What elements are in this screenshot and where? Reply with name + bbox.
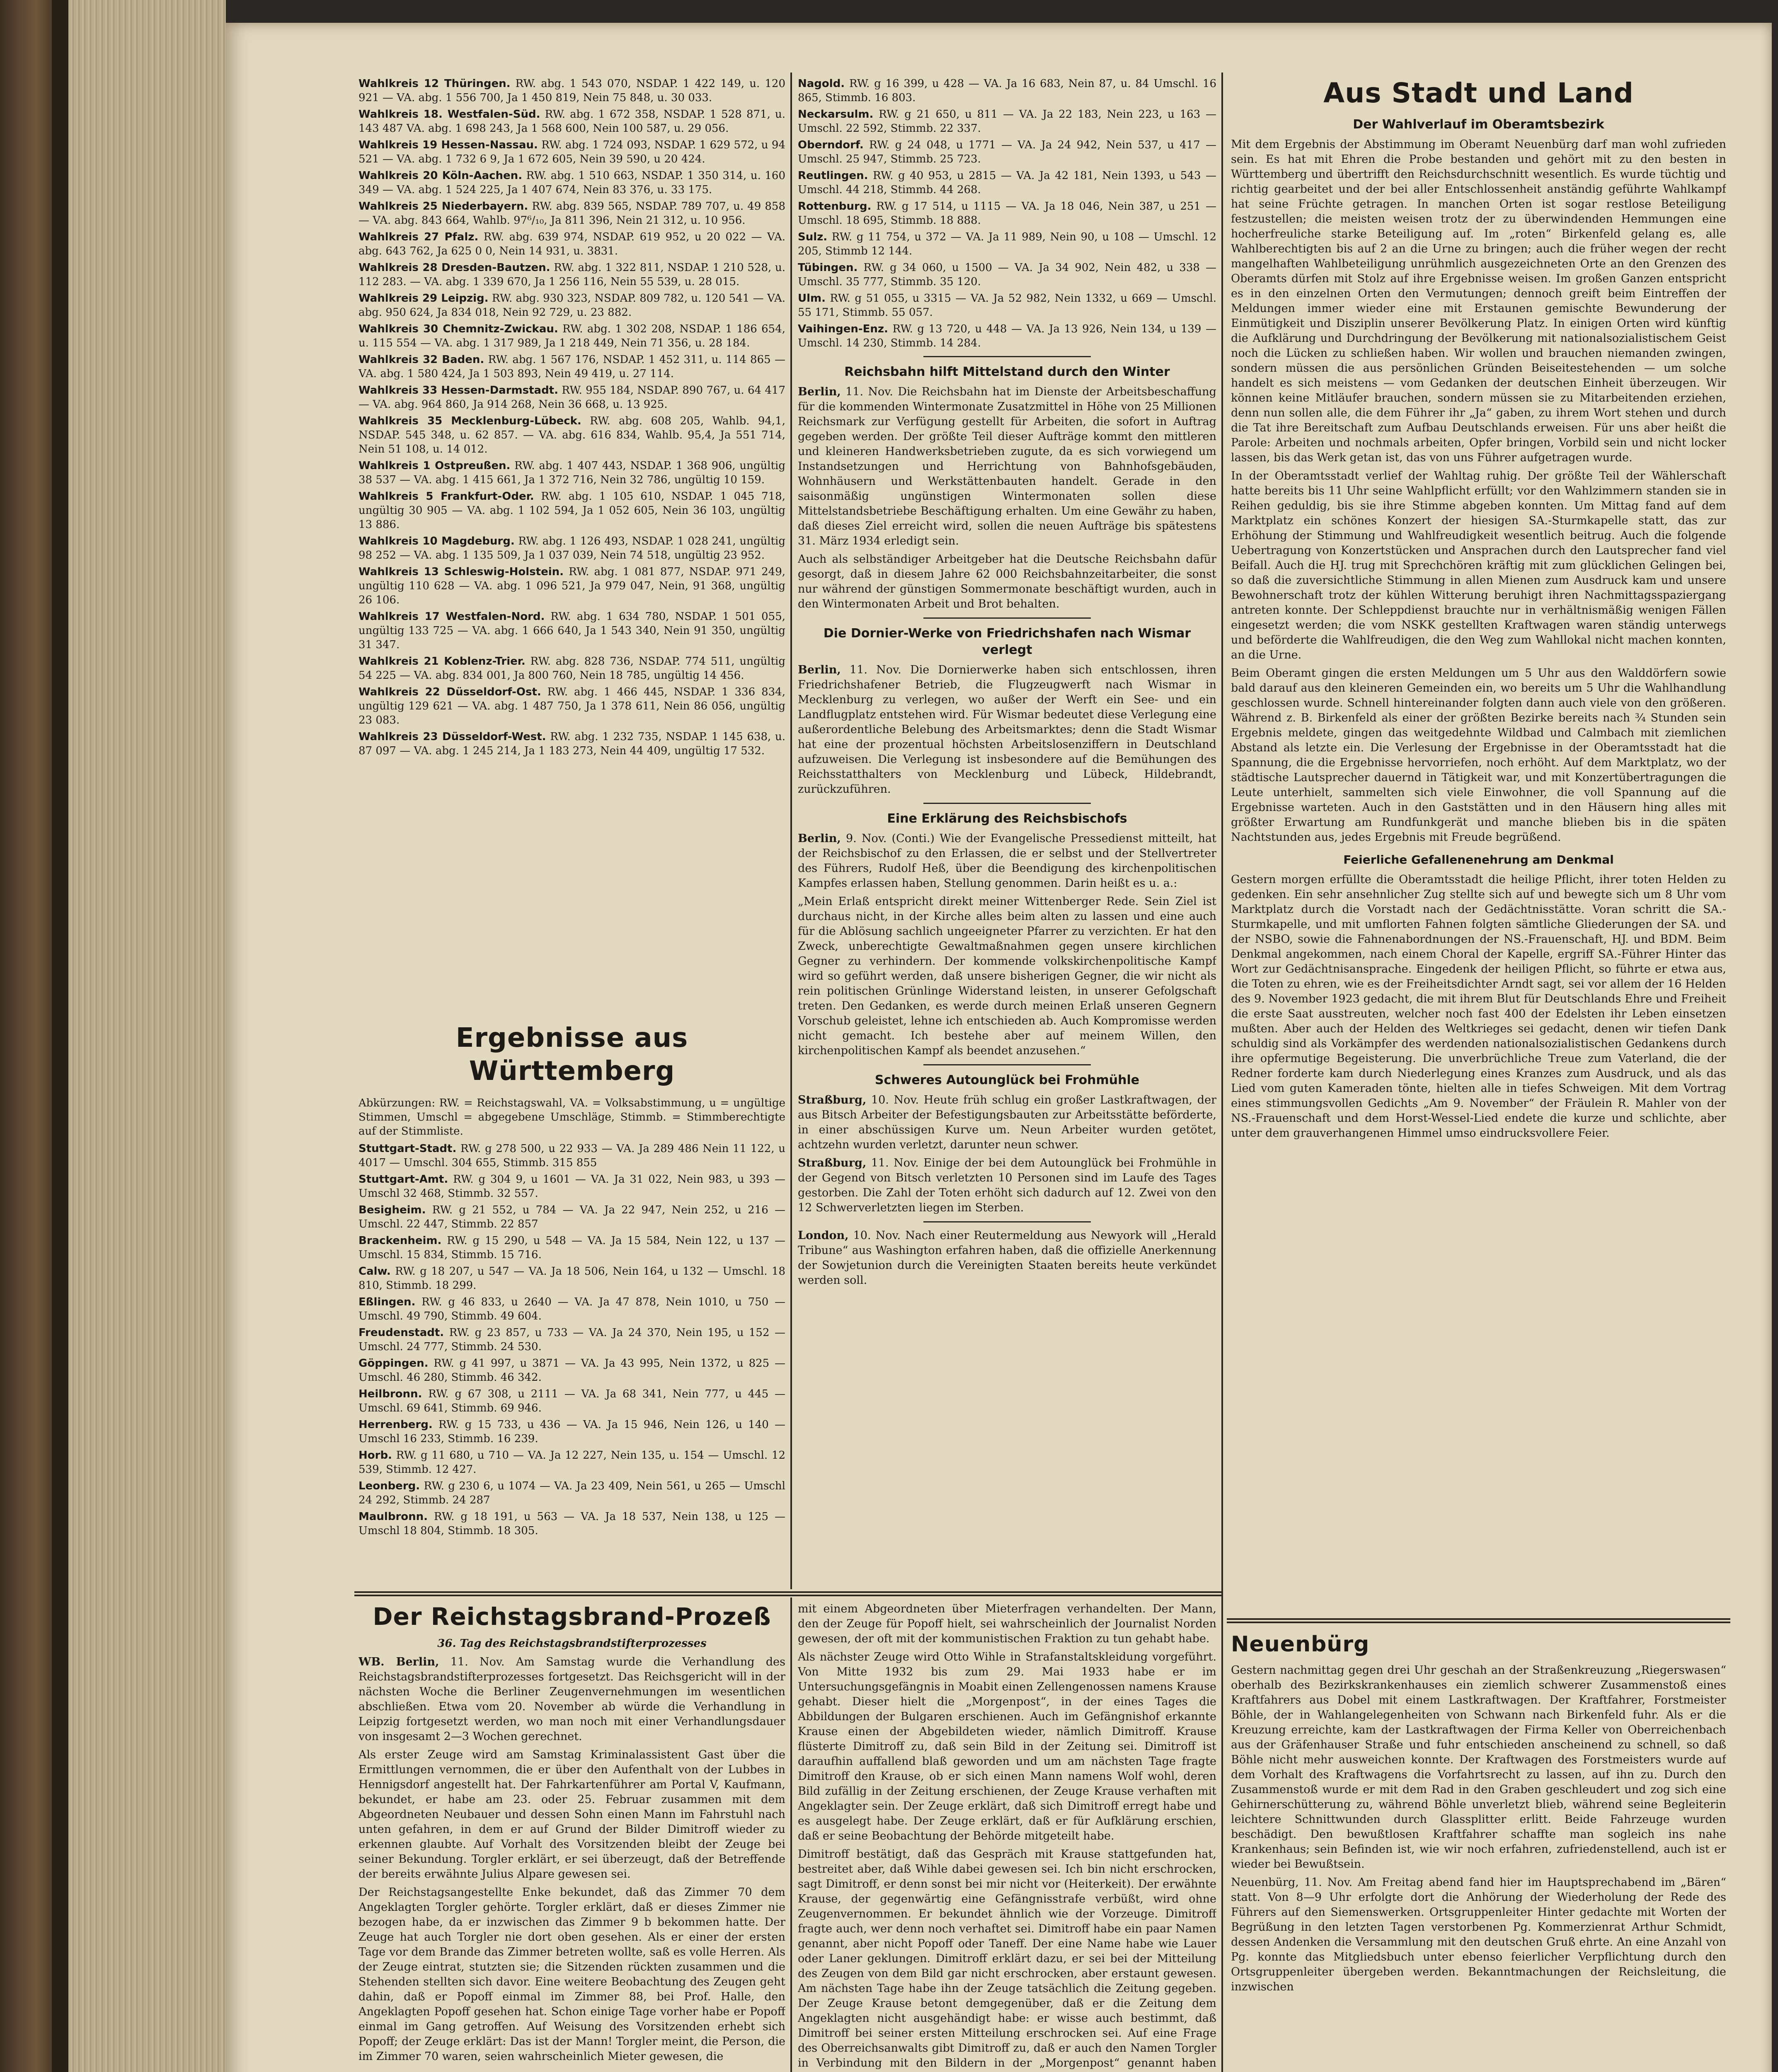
wk-entry [359, 322, 785, 350]
wue-entry-head: Leonberg. [359, 1480, 420, 1492]
wk-entry [359, 534, 785, 562]
neuenbuerg-section [1231, 1631, 1726, 2072]
wk-entry [359, 291, 785, 320]
bischof-para-2: „Mein Erlaß entspricht direkt meiner Wittenberger Rede. Sein Ziel ist durchaus nicht, in der Kirche alles beim alten zu lassen und eine auch für die Ablösung sachlich ungeeigneter Pfarrer zu verzichten. Er hat den Zweck, unberechtigte Gewaltmaßnahmen gegen unsere kirchlichen Gegner zu verhindern. Der kommende volkskirchenpolitische Kampf wird so geführt werden, daß unsere bisherigen Gegner, die wir nicht als rein politischen Grünlinge Widerstand leisten, in unserer Gefolgschaft treten. Den Gedanken, es werde durch meinen Erlaß unseren Gegnern Vorschub geleistet, lehne ich entschieden ab. Auch Kompromisse werden nicht gemacht. Ich bestehe aber auf meinem Willen, den kirchenpolitischen Kampf als beendet anzusehen.“ [798, 895, 1216, 1057]
wue-entry-head: Stuttgart-Stadt. [359, 1143, 457, 1155]
wk-entry-head: Wahlkreis 21 Koblenz-Trier. [359, 655, 526, 668]
mid-entry-head: Ulm. [798, 292, 826, 305]
wue-entry-head: Freudenstadt. [359, 1326, 444, 1339]
section-rule [923, 803, 1091, 804]
wue-entry-body: RW. g 230 6, u 1074 — VA. Ja 23 409, Nein 561, u 265 — Umschl 24 292, Stimmb. 24 287 [359, 1480, 785, 1506]
mid-entry [798, 230, 1216, 258]
wk-entry-body: RW. abg. 1 126 493, NSDAP. 1 028 241, ungültig 98 252 — VA. abg. 1 135 509, Ja 1 037 039, Nein 74 518, ungültig 23 952. [359, 535, 785, 562]
mid-entry-body: RW. g 16 399, u 428 — VA. Ja 16 683, Nein 87, u. 84 Umschl. 16 865, Stimmb. 16 803. [798, 77, 1216, 104]
autounglueck-para: Straßburg, 11. Nov. Einige der bei dem Autounglück bei Frohmühle in der Gegend von Bitsch verletzten 10 Personen sind im Laufe des Tages gestorben. Die Zahl der Toten erhöht sich dadurch auf 12. Zwei von den 12 Schwerverletzten liegen im Sterben. [798, 1157, 1216, 1214]
wk-entry-head: Wahlkreis 18. Westfalen-Süd. [359, 108, 540, 121]
wk-entry-head: Wahlkreis 5 Frankfurt-Oder. [359, 490, 534, 503]
mid-entry [798, 199, 1216, 228]
reichsbahn-headline: Reichsbahn hilft Mittelstand durch den Winter [844, 365, 1170, 379]
wk-entry-head: Wahlkreis 23 Düsseldorf-West. [359, 731, 546, 743]
mid-entry-body: RW. g 17 514, u 1115 — VA. Ja 18 046, Nein 387, u 251 — Umschl. 18 695, Stimmb. 18 888. [798, 200, 1216, 227]
wk-entry-body: RW. abg. 1 672 358, NSDAP. 1 528 871, u. 143 487 VA. abg. 1 698 243, Ja 1 568 600, Nein 100 587, u. 29 056. [359, 108, 785, 135]
wue-entry-head: Herrenberg. [359, 1418, 433, 1431]
autounglueck-para: London, 10. Nov. Nach einer Reutermeldung aus Newyork will „Herald Tribune“ aus Washington erfahren haben, daß die offizielle Anerkennung der Sowjetunion durch die Vereinigten Staaten bereits heute verkündet werden soll. [798, 1229, 1216, 1287]
wue-entry-head: Besigheim. [359, 1204, 426, 1216]
wuerttemberg-list [359, 1142, 785, 1538]
stadtland-para-3: Beim Oberamt gingen die ersten Meldungen um 5 Uhr aus den Walddörfern sowie bald darauf aus den kleineren Gemeinden ein, wo bereits um 5 Uhr die Wahlhandlung geschlossen wurde. Schnell hintereinander folgten dann auch viele von den größeren. Während z. B. Birkenfeld als einer der größten Bezirke bereits nach ¾ Stunden sein Ergebnis meldete, gingen das weitgedehnte Wildbad und Calmbach mit ziemlichen Abstand als letzte ein. Die Verlesung der Ergebnisse in der Oberamtsstadt hat die Spannung, die die Ergebnisse hervorriefen, noch erhöht. Auf dem Marktplatz, wo der städtische Lautsprecher dauernd in Tätigkeit war, und mit Konzertübertragungen die Leute unterhielt, sammelten sich viele Einwohner, die voll Spannung auf die Ergebnisse warteten. Auch in den Gaststätten und in den Häusern hing alles mit größter Erwartung am Rundfunkgerät und manche blieben bis in die späten Nachtstunden aus, jedes Ergebnis mit Freude begrüßend. [1231, 667, 1726, 844]
wue-entry [359, 1356, 785, 1385]
prozess-column-2 [798, 1602, 1216, 2072]
denkmal-headline: Feierliche Gefallenenehrung am Denkmal [1343, 853, 1614, 867]
wue-entry [359, 1264, 785, 1293]
wk-entry [359, 77, 785, 105]
wk-entry [359, 565, 785, 607]
wk-entry [359, 353, 785, 381]
wk-entry-body: RW. abg. 1 510 663, NSDAP. 1 350 314, u. 160 349 — VA. abg. 1 524 225, Ja 1 407 674, Nein 83 376, u. 33 175. [359, 169, 785, 196]
mid-entry-head: Reutlingen. [798, 169, 868, 182]
wue-entry-body: RW. g 46 833, u 2640 — VA. Ja 47 878, Nein 1010, u 750 — Umschl. 49 790, Stimmb. 49 604. [359, 1296, 785, 1322]
wk-entry-head: Wahlkreis 29 Leipzig. [359, 292, 489, 305]
wk-entry [359, 138, 785, 166]
mid-entry [798, 77, 1216, 105]
wue-entry-head: Eßlingen. [359, 1296, 416, 1308]
wk-entry-head: Wahlkreis 13 Schleswig-Holstein. [359, 566, 564, 578]
prozess-col2-para-1: mit einem Abgeordneten über Mieterfragen verhandelten. Der Mann, den der Zeuge für Popoff hielt, sei wahrscheinlich der Journalist Norden gewesen, der oft mit der kommunistischen Fraktion zu tun gehabt habe. [798, 1602, 1216, 1645]
wk-entry-body: RW. abg. 1 302 208, NSDAP. 1 186 654, u. 115 554 — VA. abg. 1 317 989, Ja 1 218 449, Nein 71 356, u. 28 184. [359, 323, 785, 349]
book-binding [0, 0, 52, 2072]
wk-entry-body: RW. 955 184, NSDAP. 890 767, u. 64 417 — VA. abg. 964 860, Ja 914 268, Nein 36 668, u. 13 925. [359, 384, 785, 411]
prozess-col2-para-2: Als nächster Zeuge wird Otto Wihle in Strafanstaltskleidung vorgeführt. Von Mitte 1932 bis zum 29. Mai 1933 habe er im Untersuchungsgefängnis in Moabit einen Zellengenossen namens Krause gehabt. Dieser hielt die „Morgenpost“, in der eines Tages die Abbildungen der Bulgaren erschienen. Auch im Gefängnishof erkannte Krause einen der Abgebildeten wieder, nämlich Dimitroff. Krause flüsterte Dimitroff zu, daß sein Bild in der Zeitung sei. Dimitroff ist daraufhin auffallend blaß geworden und um am nächsten Tage fragte Dimitroff den Krause, ob er sich einen Mann namens Wolf wohl, deren Bild zufällig in der Zeitung erschienen, der Zeuge Krause verhaften mit Angeklagter sein. Der Zeuge erklärt, daß sich Dimitroff erregt habe und es ausgelegt habe. Der Zeuge erklärt, daß er für Aufklärung erschien, daß er seine Beobachtung der Behörde mitgeteilt habe. [798, 1651, 1216, 1842]
mid-entry-body: RW. g 11 754, u 372 — VA. Ja 11 989, Nein 90, u 108 — Umschl. 12 205, Stimmb 12 144. [798, 231, 1216, 257]
mid-entry [798, 138, 1216, 166]
mid-entry [798, 107, 1216, 136]
mid-entry-head: Oberndorf. [798, 139, 864, 151]
dornier-headline: Die Dornier-Werke von Friedrichshafen nach Wismar verlegt [823, 626, 1191, 657]
wk-entry-head: Wahlkreis 12 Thüringen. [359, 77, 511, 90]
bischof-para-1: Berlin, 9. Nov. (Conti.) Wie der Evangelische Pressedienst mitteilt, hat der Reichsbischof zu den Erlassen, die er selbst und der Stellvertreter des Führers, Rudolf Heß, über die Beendigung des kirchenpolitischen Kampfes erlassen haben, Stellung genommen. Darin heißt es u. a.: [798, 832, 1216, 890]
wk-entry-head: Wahlkreis 27 Pfalz. [359, 231, 479, 243]
mid-entry-head: Sulz. [798, 231, 828, 243]
wue-entry [359, 1203, 785, 1231]
mid-entry-body: RW. g 24 048, u 1771 — VA. Ja 24 942, Nein 537, u 417 — Umschl. 25 947, Stimmb. 25 723. [798, 139, 1216, 165]
section-rule-prozess [354, 1591, 1221, 1593]
wk-entry-body: RW. abg. 930 323, NSDAP. 809 782, u. 120 541 — VA. abg. 950 624, Ja 834 018, Nein 92 729, u. 23 882. [359, 292, 785, 319]
wk-entry-body: RW. abg. 1 407 443, NSDAP. 1 368 906, ungültig 38 537 — VA. abg. 1 415 661, Ja 1 372 716, Nein 32 786, ungültig 10 159. [359, 460, 785, 486]
wk-entry-body: RW. abg. 608 205, Wahlb. 94,1, NSDAP. 545 348, u. 62 857. — VA. abg. 616 834, Wahlb. 95,4, Ja 551 714, Nein 51 108, u. 14 012. [359, 415, 785, 455]
wk-entry [359, 489, 785, 532]
wk-entry [359, 383, 785, 411]
wue-entry-head: Stuttgart-Amt. [359, 1173, 448, 1186]
wk-entry-body: RW. abg. 1 466 445, NSDAP. 1 336 834, ungültig 129 621 — VA. abg. 1 487 750, Ja 1 378 611, Nein 86 056, ungültig 23 083. [359, 686, 785, 726]
reichsbahn-para-1: Berlin, 11. Nov. Die Reichsbahn hat im Dienste der Arbeitsbeschaffung für die kommenden Wintermonate Zusatzmittel in Höhe von 25 Millionen Reichsmark zur Verfügung gestellt für Arbeiten, die sofort in Auftrag gegeben werden. Der größte Teil dieser Aufträge kommt den mittleren und kleineren Handwerksbetrieben zugute, da es sich vorwiegend um Instandsetzungen und Herrichtung von Bahnhofsgebäuden, Wohnhäusern und Werkstättenbauten handelt. Gerade in den saisonmäßig ungünstigen Wintermonaten sollen diese Mittelstandsbetriebe Beschäftigung erhalten. Um eine Gewähr zu haben, daß dieses Ziel erreicht wird, sollen die neuen Aufträge bis spätestens 31. März 1934 erledigt sein. [798, 385, 1216, 547]
section-rule [923, 1221, 1091, 1222]
wk-entry-body: RW. abg. 1 543 070, NSDAP. 1 422 149, u. 120 921 — VA. abg. 1 556 700, Ja 1 450 819, Nein 75 848, u. 30 033. [359, 77, 785, 104]
wk-entry-head: Wahlkreis 32 Baden. [359, 353, 484, 366]
wk-entry-head: Wahlkreis 19 Hessen-Nassau. [359, 139, 538, 151]
wk-entry-head: Wahlkreis 28 Dresden-Bautzen. [359, 261, 550, 274]
wue-entry-head: Horb. [359, 1449, 392, 1462]
wue-entry-body: RW. g 41 997, u 3871 — VA. Ja 43 995, Nein 1372, u 825 — Umschl. 46 280, Stimmb. 46 342. [359, 1357, 785, 1384]
mid-entry-body: RW. g 34 060, u 1500 — VA. Ja 34 902, Nein 482, u 338 — Umschl. 35 777, Stimmb. 35 120. [798, 261, 1216, 288]
wue-entry-body: RW. g 304 9, u 1601 — VA. Ja 31 022, Nein 983, u 393 — Umschl 32 468, Stimmb. 32 557. [359, 1173, 785, 1200]
wue-entry-head: Brackenheim. [359, 1234, 442, 1247]
wue-entry-body: RW. g 21 552, u 784 — VA. Ja 22 947, Nein 252, u 216 — Umschl. 22 447, Stimmb. 22 857 [359, 1204, 785, 1230]
autounglueck-headline: Schweres Autounglück bei Frohmühle [874, 1073, 1140, 1087]
wk-entry-head: Wahlkreis 25 Niederbayern. [359, 200, 528, 213]
wk-entry-head: Wahlkreis 35 Mecklenburg-Lübeck. [359, 415, 581, 427]
wk-entry [359, 230, 785, 258]
stadtland-title: Aus Stadt und Land [1323, 77, 1634, 109]
section-rule-neuenbuerg-2 [1227, 1622, 1730, 1623]
wk-entry [359, 107, 785, 136]
wk-entry-head: Wahlkreis 20 Köln-Aachen. [359, 169, 523, 182]
column-rule [790, 73, 792, 1589]
wk-entry-head: Wahlkreis 1 Ostpreußen. [359, 460, 511, 472]
prozess-column-1 [359, 1602, 785, 2072]
wk-entry-body: RW. abg. 1 232 735, NSDAP. 1 145 638, u. 87 097 — VA. abg. 1 245 214, Ja 1 183 273, Nein 44 409, ungültig 17 532. [359, 731, 785, 757]
wue-entry-body: RW. g 278 500, u 22 933 — VA. Ja 289 486 Nein 11 122, u 4017 — Umschl. 304 655, Stimmb. 315 855 [359, 1143, 785, 1169]
wk-entry [359, 459, 785, 487]
prozess-subtitle: 36. Tag des Reichstagsbrandstifterprozesses [437, 1637, 707, 1650]
wk-entry-head: Wahlkreis 17 Westfalen-Nord. [359, 610, 545, 623]
mid-entry-body: RW. g 51 055, u 3315 — VA. Ja 52 982, Nein 1332, u 669 — Umschl. 55 171, Stimmb. 55 057. [798, 292, 1216, 319]
wue-entry-body: RW. g 15 290, u 548 — VA. Ja 15 584, Nein 122, u 137 — Umschl. 15 834, Stimmb. 15 716. [359, 1234, 785, 1261]
wk-entry-body: RW. abg. 828 736, NSDAP. 774 511, ungültig 54 225 — VA. abg. 834 001, Ja 800 760, Nein 18 785, ungültig 14 456. [359, 655, 785, 682]
wk-entry-body: RW. abg. 839 565, NSDAP. 789 707, u. 49 858 — VA. abg. 843 664, Wahlb. 97⁶/₁₀, Ja 811 396, Nein 21 312, u. 10 956. [359, 200, 785, 227]
wue-entry-body: RW. g 15 733, u 436 — VA. Ja 15 946, Nein 126, u 140 — Umschl 16 233, Stimmb. 16 239. [359, 1418, 785, 1445]
wk-entry [359, 169, 785, 197]
prozess-col2-para-3: Dimitroff bestätigt, daß das Gespräch mit Krause stattgefunden hat, bestreitet aber, daß Wihle dabei gewesen sei. Ich bin nicht erschrocken, sagt Dimitroff, er denn sonst bei mir nicht vor (Heiterkeit). Der erwähnte Krause, der gegenwärtig eine Gefängnisstrafe verbüßt, wird ohne Zeugenvernommen. Er bekundet ähnlich wie der Vorzeuge. Dimitroff fragte auch, wer denn noch verhaftet sei. Dimitroff habe ein paar Namen genannt, aber nicht Popoff oder Taneff. Der eine Name habe wie Lauer oder Laner geklungen. Dimitroff erklärt dazu, er sei bei der Mitteilung des Zeugen von dem Bild gar nicht erschrocken, aber erstaunt gewesen. Am nächsten Tage habe ihn der Zeuge tatsächlich die Zeitung gegeben. Der Zeuge Krause betont demgegenüber, daß er die Zeitung dem Angeklagten nicht ausgehändigt habe: er wisse auch bestimmt, daß Dimitroff bei seiner ersten Mitteilung erschrocken sei. Auf eine Frage des Oberreichsanwalts gibt Dimitroff zu, daß er auch den Namen Torgler in Verbindung mit den Bildern in der „Morgenpost“ genannt haben [798, 1848, 1216, 2070]
column-local-news [1231, 77, 1726, 1618]
prozess-para-2: Als erster Zeuge wird am Samstag Kriminalassistent Gast über die Ermittlungen vernommen, die er über den Aufenthalt von der Lubbes in Hennigsdorf angestellt hat. Der Fahrkartenführer am Portal V, Kaufmann, bekundet, er habe am 23. oder 25. Februar zusammen mit dem Abgeordneten Neubauer und dessen Sohn einen Mann im Fahrstuhl nach unten gefahren, in dem er auf Grund der Bilder Dimitroff wieder zu erkennen glaubte. Auf Vorhalt des Vorsitzenden bleibt der Zeuge bei seiner Bekundung. Torgler erklärt, er sei überzeugt, daß der Betreffende der bereits erwähnte Julius Alpare gewesen sei. [359, 1748, 785, 1881]
newspaper-page [226, 23, 1772, 2072]
section-rule [923, 1064, 1091, 1065]
wue-entry [359, 1326, 785, 1354]
stadtland-para-2: In der Oberamtsstadt verlief der Wahltag ruhig. Der größte Teil der Wählerschaft hatte bereits bis 11 Uhr seine Wahlpflicht erfüllt; vor den Wahlzimmern standen sie in Reihen geduldig, bis sie ihre Stimme abgeben konnten. Um Mittag fand auf dem Marktplatz ein schönes Konzert der hiesigen SA.-Sturmkapelle statt, das zur Erhöhung der Stimmung und Wahlfreudigkeit wesentlich beitrug. Auch die folgende Uebertragung von Konzertstücken und Ansprachen durch den Lautsprecher fand viel Beifall. Auch die HJ. trug mit Sprechchören kräftig mit zum glücklichen Gelingen bei, so daß die zuversichtliche Stimmung in allen Mienen zum Ausdruck kam und unsere Bewohnerschaft trotz der kühlen Witterung beruhigt ihren Nachmittagsspaziergang antreten konnte. Der Schleppdienst brauchte nur in verhältnismäßig wenigen Fällen eingesetzt werden; die vom NSKK gestellten Kraftwagen waren ständig unterwegs und beförderte die Wahlfreudigen, die den Weg zum Wahllokal nicht machen konnten, an die Urne. [1231, 470, 1726, 661]
dornier-text: Berlin, 11. Nov. Die Dornierwerke haben sich entschlossen, ihren Friedrichshafener Betrieb, die Flugzeugwerft nach Wismar in Mecklenburg zu verlegen, wo außer der Werft ein See- und ein Landflugplatz entstehen wird. Für Wismar bedeutet diese Verlegung eine außerordentliche Belebung des Arbeitsmarktes; denn die Stadt Wismar hat eine der prozentual höchsten Arbeitslosenziffern in Deutschland aufzuweisen. Die Verlegung ist insbesondere auf die Bemühungen des Reichsstatthalters von Mecklenburg und Lübeck, Hildebrandt, zurückzuführen. [798, 663, 1216, 796]
page-stack-edge [52, 0, 226, 2072]
wk-entry [359, 199, 785, 228]
wue-entry-head: Maulbronn. [359, 1510, 428, 1523]
wk-entry-body: RW. abg. 1 567 176, NSDAP. 1 452 311, u. 114 865 — VA. abg. 1 580 424, Ja 1 503 893, Nein 49 419, u. 27 114. [359, 353, 785, 380]
section-rule-neuenbuerg [1227, 1618, 1730, 1620]
mid-entry-head: Nagold. [798, 77, 845, 90]
mid-entry-body: RW. g 13 720, u 448 — VA. Ja 13 926, Nein 134, u 139 — Umschl. 14 230, Stimmb. 14 284. [798, 323, 1216, 349]
mid-entry-body: RW. g 40 953, u 2815 — VA. Ja 42 181, Nein 1393, u 543 — Umschl. 44 218, Stimmb. 44 268. [798, 169, 1216, 196]
middle-results-list [798, 77, 1216, 350]
wk-entry [359, 261, 785, 289]
gutter-shadow [52, 0, 68, 2072]
column-middle [798, 77, 1216, 1589]
wk-entry [359, 730, 785, 758]
mid-entry-body: RW. g 21 650, u 811 — VA. Ja 22 183, Nein 223, u 163 — Umschl. 22 592, Stimmb. 22 337. [798, 108, 1216, 135]
wue-entry-head: Calw. [359, 1265, 391, 1278]
prozess-title: Der Reichstagsbrand-Prozeß [373, 1602, 771, 1631]
wue-entry-body: RW. g 18 191, u 563 — VA. Ja 18 537, Nein 138, u 125 — Umschl 18 804, Stimmb. 18 305. [359, 1510, 785, 1537]
mid-entry-head: Vaihingen-Enz. [798, 323, 888, 335]
wk-entry [359, 654, 785, 683]
neuenbuerg-para-2: Neuenbürg, 11. Nov. Am Freitag abend fand hier im Hauptsprechabend im „Bären“ statt. Von 8—9 Uhr erfolgte dort die Anhörung der Wiederholung der Rede des Führers auf den Siemenswerken. Ortsgruppenleiter Hinter gedachte mit Worten der Begrüßung in den letzten Tagen verstorbenen Pg. Kommerzienrat Arthur Schmidt, dessen Andenken die Versammlung mit den deutschen Gruß ehrte. An eine Anzahl von Pg. konnte das Mitgliedsbuch unter ebenso feierlicher Verpflichtung durch den Ortsgruppenleiter übergeben werden. Bekanntmachungen der Reichsleitung, die inzwischen [1231, 1876, 1726, 1993]
wue-entry-body: RW. g 23 857, u 733 — VA. Ja 24 370, Nein 195, u 152 — Umschl. 24 777, Stimmb. 24 530. [359, 1326, 785, 1353]
wk-entry [359, 610, 785, 652]
neuenbuerg-para-1: Gestern nachmittag gegen drei Uhr geschah an der Straßenkreuzung „Riegerswasen“ oberhalb des Bezirkskrankenhauses ein ziemlich schwerer Zusammenstoß eines Kraftfahrers aus Dobel mit einem Lastkraftwagen. Der Kraftfahrer, Forstmeister Böhle, der in Wahlangelegenheiten von Schwann nach Birkenfeld fuhr. Als er die Kreuzung erreichte, kam der Lastkraftwagen der Firma Keller von Oberreichenbach aus der Gräfenhauser Straße und fuhr entschieden anscheinend zu schnell, so daß Böhle nicht mehr ausweichen konnte. Der Kraftwagen des Forstmeisters wurde auf dem Vorhalt des Kraftwagens die Vorfahrtsrecht zu lassen, auf ihn zu. Durch den Zusammenstoß wurde er mit dem Rad in den Graben geschleudert und zog sich eine Gehirnerschütterung zu, während Böhle unverletzt blieb, während seine Begleiterin leichtere Schnittwunden durch Glassplitter erlitt. Beide Fahrzeuge wurden beschädigt. Den bewußtlosen Kraftfahrer schaffte man sogleich ins nahe Krankenhaus; sein Befinden ist, wie wir noch erfahren, zufriedenstellend, auch ist er wieder bei Bewußtsein. [1231, 1664, 1726, 1871]
wue-entry [359, 1418, 785, 1446]
wue-entry [359, 1387, 785, 1415]
wk-entry [359, 414, 785, 456]
column-election-results [359, 77, 785, 1021]
mid-entry-head: Neckarsulm. [798, 108, 874, 121]
mid-entry [798, 322, 1216, 350]
wk-entry-head: Wahlkreis 22 Düsseldorf-Ost. [359, 686, 541, 698]
wue-entry [359, 1172, 785, 1201]
bischof-headline: Eine Erklärung des Reichsbischofs [887, 811, 1127, 826]
denkmal-text: Gestern morgen erfüllte die Oberamtsstadt die heilige Pflicht, ihrer toten Helden zu gedenken. Ein sehr ansehnlicher Zug stellte sich auf und bewegte sich um 8 Uhr vom Marktplatz durch die Vorstadt nach der Gedächtnisstätte. Voran schritt die SA.-Sturmkapelle, und mit umflorten Fahnen folgten sämtliche Gliederungen der SA. und der NSBO, sowie die Fahnenabordnungen der NS.-Frauenschaft, HJ. und BDM. Beim Denkmal angekommen, nach einem Choral der Kapelle, ergriff SA.-Führer Hinter das Wort zur Gedächtnisansprache. Eingedenk der heiligen Pflicht, so führte er etwa aus, die Toten zu ehren, wie es der Freiheitsdichter Arndt sagt, sei vor allem der 16 Helden des 9. November 1923 gedacht, die mit ihrem Blut für Deutschlands Ehre und Freiheit die erste Saat ausstreuten, welcher noch fast 400 der Edelsten ihr Leben einsetzen mußten. Aber auch der Helden des Weltkrieges sei gedacht, denen wir tiefen Dank schuldig sind als Vorkämpfer des werdenden nationalsozialistischen Gedankens durch ihre opfermutige Begeisterung. Die unverbrüchliche Treue zum Vaterland, die der Redner forderte kam durch Niederlegung eines Kranzes zum Ausdruck, und als das Lied vom guten Kameraden tönte, hielten alle in tiefes Schweigen. Mit dem Vortrag eines stimmungsvollen Gedichts „Am 9. November“ der Fräulein R. Mahler von der NS.-Frauenschaft und dem Horst-Wessel-Lied endete die kurze und schlichte, aber unter dem grauverhangenen Himmel umso eindrucksvollere Feier. [1231, 873, 1726, 1140]
wk-entry-head: Wahlkreis 30 Chemnitz-Zwickau. [359, 323, 558, 335]
stadtland-para-1: Mit dem Ergebnis der Abstimmung im Oberamt Neuenbürg darf man wohl zufrieden sein. Es hat mit Ehren die Probe bestanden und gehört mit zu den besten in Württemberg und übertrifft den Reichsdurchschnitt wesentlich. Es wurde tüchtig und richtig gearbeitet und der bei aller Entschlossenheit anständig geführte Wahlkampf hat seine Früchte getragen. In manchen Orten ist sogar restlose Beteiligung festzustellen; die meisten weisen trotz der zu überwindenden Hemmungen eine hocherfreuliche starke Beteiligung auf. Im „roten“ Birkenfeld gelang es, alle Wahlberechtigten bis auf 2 an die Urne zu bringen; auch die früher wegen der recht mangelhaften Wahlbeteiligung unrühmlich ausgezeichneten Orte an den Grenzen des Oberamts dürfen mit Stolz auf ihre Ergebnisse weisen. Im großen Ganzen entspricht es in den einzelnen Orten den Vermutungen; dennoch greift beim Eintreffen der Meldungen immer wieder eine mit Erstaunen gemischte Bewunderung der Einmütigkeit und Disziplin unserer Bevölkerung Platz. In einigen Orten wird künftig die Aufklärung und Durchdringung der Bevölkerung mit nationalsozialistischem Geist noch die Lücken zu schließen haben. Wir wollen und brauchen niemanden zwingen, sondern müssen die aus persönlichen Gründen Beiseitestehenden — um solche handelt es sich meistens — vom Gedanken der deutschen Einheit überzeugen. Wir können keine Mitläufer brauchen, sondern müssen sie zu Mitarbeitenden erziehen, denn nun sollen alle, die dem Führer ihr „Ja“ gaben, zu ihrem Wort stehen und durch die Tat ihre Bereitschaft zum Aufbau Deutschlands erweisen. Für uns aber heißt die Parole: Arbeiten und nochmals arbeiten, Opfer bringen, Vorbild sein und nicht locker lassen, bis das Werk getan ist, das von uns Führer aufgetragen wurde. [1231, 138, 1726, 464]
section-rule-prozess-2 [354, 1595, 1221, 1596]
section-rule [923, 356, 1091, 357]
wk-entry-body: RW. abg. 1 322 811, NSDAP. 1 210 528, u. 112 283. — VA. abg. 1 339 670, Ja 1 256 116, Nein 55 539, u. 28 015. [359, 261, 785, 288]
stadtland-subtitle: Der Wahlverlauf im Oberamtsbezirk [1353, 117, 1604, 132]
mid-entry-head: Rottenburg. [798, 200, 872, 213]
wue-entry [359, 1510, 785, 1538]
mid-entry [798, 261, 1216, 289]
wue-entry-body: RW. g 67 308, u 2111 — VA. Ja 68 341, Nein 777, u 445 — Umschl. 69 641, Stimmb. 69 946. [359, 1388, 785, 1414]
reichsbahn-para-2: Auch als selbständiger Arbeitgeber hat die Deutsche Reichsbahn dafür gesorgt, daß in diesem Jahre 62 000 Reichsbahnzeitarbeiter, die sonst nur während der günstigen Sommermonate beschäftigt wurden, auch in den Wintermonaten Arbeit und Brot behalten. [798, 553, 1216, 610]
wk-entry-body: RW. abg. 1 724 093, NSDAP. 1 629 572, u 94 521 — VA. abg. 1 732 6 9, Ja 1 672 605, Nein 39 590, u 20 424. [359, 139, 785, 165]
neuenbuerg-title: Neuenbürg [1231, 1632, 1370, 1657]
wk-entry-body: RW. abg. 1 105 610, NSDAP. 1 045 718, ungültig 30 905 — VA. abg. 1 102 594, Ja 1 052 605, Nein 36 103, ungültig 13 886. [359, 490, 785, 531]
autounglueck-paras [798, 1093, 1216, 1288]
mid-entry-head: Tübingen. [798, 261, 858, 274]
prozess-para-1: WB. Berlin, 11. Nov. Am Samstag wurde die Verhandlung des Reichstagsbrandstifterprozesses fortgesetzt. Das Reichsgericht will in der nächsten Woche die Berliner Zeugenvernehmungen im wesentlichen abschließen. Etwa vom 20. November ab würde die Verhandlung in Leipzig fortgesetzt werden, wo man noch mit einer Verhandlungsdauer von insgesamt 2—3 Wochen gerechnet. [359, 1656, 785, 1743]
wk-entry-body: RW. abg. 1 081 877, NSDAP. 971 249, ungültig 110 628 — VA. abg. 1 096 521, Ja 979 047, Nein, 91 368, ungültig 26 106. [359, 566, 785, 606]
wk-entry-head: Wahlkreis 10 Magdeburg. [359, 535, 515, 547]
abbreviations: Abkürzungen: RW. = Reichstagswahl, VA. = Volksabstimmung, u = ungültige Stimmen, Umschl = abgegebene Umschläge, Stimmb. = Stimmberechtigte auf der Stimmliste. [359, 1097, 785, 1138]
autounglueck-para: Straßburg, 10. Nov. Heute früh schlug ein großer Lastkraftwagen, der aus Bitsch Arbeiter der Befestigungsbauten zur Arbeitsstätte beförderte, in einer abschüssigen Kurve um. Neun Arbeiter wurden getötet, achtzehn wurden verletzt, darunter neun schwer. [798, 1094, 1216, 1151]
column-rule [790, 1598, 792, 2072]
wk-entry-body: RW. abg. 1 634 780, NSDAP. 1 501 055, ungültig 133 725 — VA. abg. 1 666 640, Ja 1 543 340, Nein 91 350, ungültig 31 347. [359, 610, 785, 651]
wk-entry-body: RW. abg. 639 974, NSDAP. 619 952, u 20 022 — VA. abg. 643 762, Ja 625 0 0, Nein 14 931, u. 3831. [359, 231, 785, 257]
prozess-para-3: Der Reichstagsangestellte Enke bekundet, daß das Zimmer 70 dem Angeklagten Torgler gehörte. Torgler erklärt, daß er dieses Zimmer nie bezogen habe, da er inzwischen das Zimmer 9 b bekommen hatte. Der Zeuge hat auch Torgler nie dort oben gesehen. Als er einer der ersten Tage vor dem Brande das Zimmer betreten wollte, saß es volle Herren. Als der Zeuge eintrat, stutzten sie; die Sitzenden rückten zusammen und die Stehenden stellten sich davor. Eine weitere Beobachtung des Zeugen geht dahin, daß er Popoff einmal im Zimmer 88, bei Prof. Halle, den Angeklagten Popoff gesehen hat. Schon einige Tage vorher habe er Popoff einmal im Gang getroffen. Auf Weisung des Vorsitzenden erhebt sich Popoff; der Zeuge erklärt: Das ist der Mann! Torgler meint, die Person, die im Zimmer 70 waren, seien wahrscheinlich Mieter gewesen, die [359, 1886, 785, 2063]
mid-entry [798, 169, 1216, 197]
wue-entry-body: RW. g 11 680, u 710 — VA. Ja 12 227, Nein 135, u. 154 — Umschl. 12 539, Stimmb. 12 427. [359, 1449, 785, 1476]
wk-entry-head: Wahlkreis 33 Hessen-Darmstadt. [359, 384, 558, 397]
column-rule [1221, 73, 1223, 2072]
wue-entry [359, 1234, 785, 1262]
wue-entry [359, 1448, 785, 1477]
wue-entry-head: Heilbronn. [359, 1388, 422, 1400]
wuerttemberg-results [359, 1017, 785, 1589]
mid-entry [798, 291, 1216, 320]
wuerttemberg-title: Ergebnisse aus Württemberg [455, 1023, 688, 1087]
wue-entry [359, 1479, 785, 1507]
wue-entry-body: RW. g 18 207, u 547 — VA. Ja 18 506, Nein 164, u 132 — Umschl. 18 810, Stimmb. 18 299. [359, 1265, 785, 1292]
wk-entry [359, 685, 785, 727]
wue-entry [359, 1295, 785, 1323]
wue-entry-head: Göppingen. [359, 1357, 429, 1370]
wue-entry [359, 1142, 785, 1170]
section-rule [923, 617, 1091, 619]
